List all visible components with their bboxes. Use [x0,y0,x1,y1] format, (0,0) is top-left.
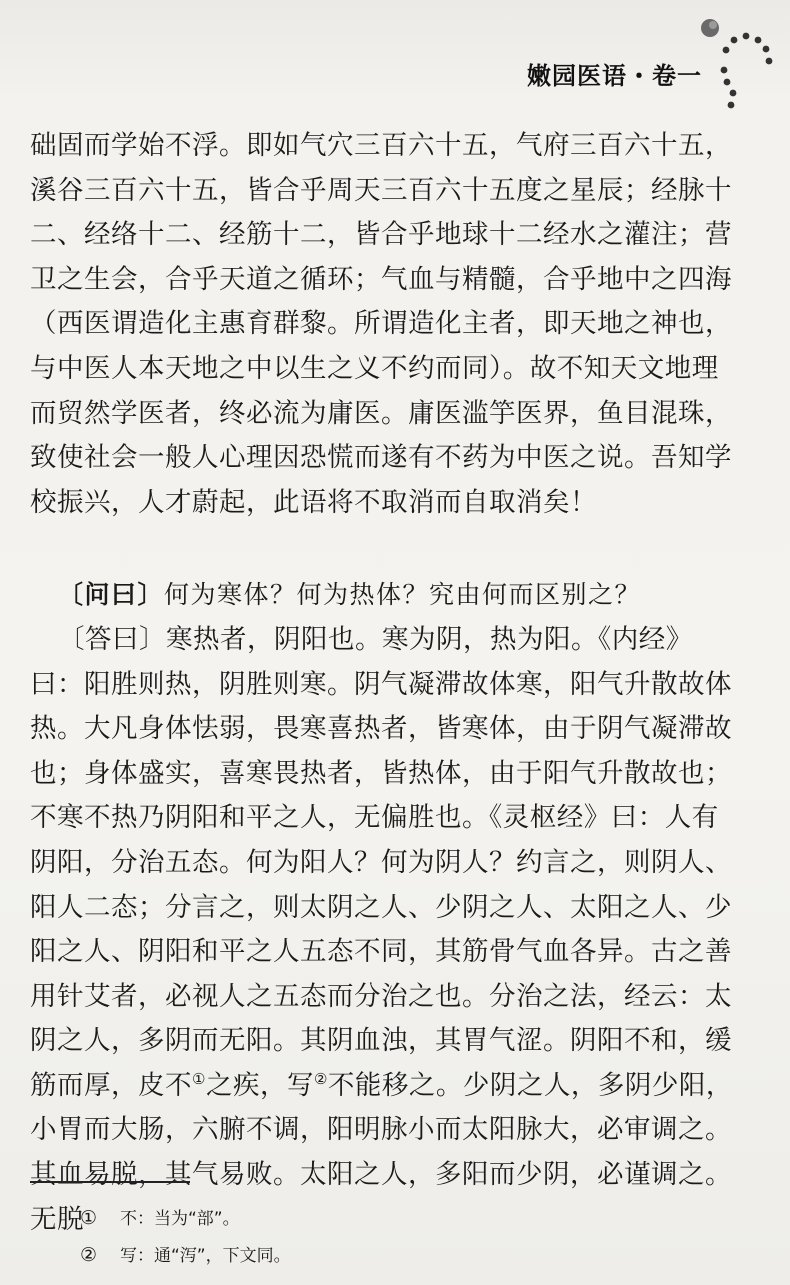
footnote-text: 写：通“泻”，下文同。 [120,1246,291,1266]
answer-tag: 〔答曰〕 [58,623,166,655]
question-tag: 〔问曰〕 [58,580,165,610]
answer-text-1: 寒热者，阴阳也。寒为阴，热为阳。《内经》曰：阳胜则热，阴胜则寒。阴气凝滞故体寒，阳气升散故体热。大凡身体怯弱，畏寒喜热者，皆寒体，由于阴气凝滞故也；身体盛实，喜寒畏热者，皆热体，由于阳气升散故也；不寒不热乃阴阳和平之人，无偏胜也。《灵枢经》曰：人有阴阳，分治五态。何为阳人？何为阴人？约言之，则阴人、阳人二态；分言之，则太阴之人、少阴之人、太阳之人、少阳之人、阴阳和平之人五态不同，其筋骨气血各异。古之善用针艾者，必视人之五态而分治之也。分治之法，经云：太阴之人，多阴而无阳。其阴血浊，其胃气涩。阴阳不和，缓筋而厚，皮不 [30,623,732,1101]
footnote-divider [30,1181,190,1183]
footnote-mark: ① [80,1207,98,1229]
question-paragraph [30,573,742,618]
footnote-item [80,1237,291,1274]
footnote-ref-1[interactable]: ① [192,1070,206,1089]
footnote-ref-2[interactable]: ② [313,1070,328,1089]
paragraph-gap [30,525,742,573]
paragraph-continued: 础固而学始不浮。即如气穴三百六十五，气府三百六十五，溪谷三百六十五，皆合乎周天三百六十五度之星辰；经脉十二、经络十二、经筋十二，皆合乎地球十二经水之灌注；营卫之生会，合乎天道之循环；气血与精髓，合乎地中之四海（西医谓造化主惠育群黎。所谓造化主者，即天地之神也，与中医人本天地之中以生之义不约而同）。故不知天文地理而贸然学医者，终必流为庸医。庸医滥竽医界，鱼目混珠，致使社会一般人心理因恐慌而遂有不药为中医之说。吾知学校振兴，人才蔚起，此语将不取消而自取消矣！ [30,130,732,518]
running-header-title: 嫩园医语・卷一 [527,62,702,90]
question-text: 何为寒体？何为热体？究由何而区别之？ [164,580,642,610]
footnote-item [80,1200,291,1237]
answer-paragraph [30,618,742,1242]
footnotes [80,1200,291,1274]
answer-text-2: 之疾，写 [205,1069,314,1101]
answer-text-3: 不能移之。少阴之人，多阴少阳，小胃而大肠，六腑不调，阳明脉小而太阳脉大，必审调之。其血易脱，其气易败。太阳之人，多阳而少阴，必谨调之。无脱 [30,1069,733,1235]
main-text [30,124,742,1242]
footnote-mark: ② [80,1244,98,1266]
footnote-text: 不：当为“部”。 [120,1209,240,1229]
dot-ornament-icon [700,14,780,114]
